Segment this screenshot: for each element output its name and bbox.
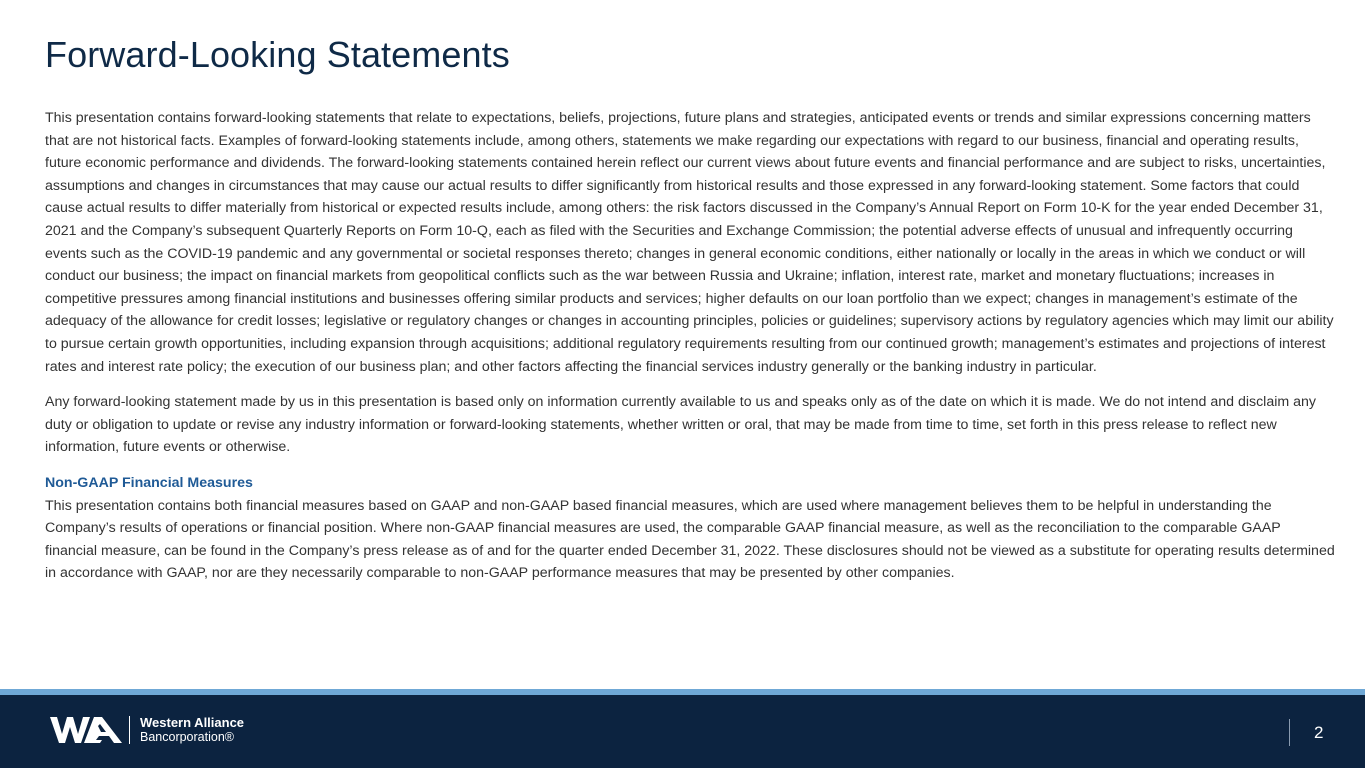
non-gaap-heading: Non-GAAP Financial Measures [45, 474, 253, 491]
logo-wordmark [140, 715, 244, 745]
page-number-divider [1289, 719, 1290, 746]
company-logo [50, 715, 244, 745]
non-gaap-paragraph: This presentation contains both financial measures based on GAAP and non-GAAP based financial measures, which are used where management believes them to be helpful in understanding the Company’s results of operations or financial position. Where non-GAAP financial measures are used, the comparable GAAP financial measure, as well as the reconciliation to the comparable GAAP financial measure, can be found in the Company’s press release as of and for the quarter ended December 31, 2022. These disclosures should not be viewed as a substitute for operating results determined in accordance with GAAP, nor are they necessarily comparable to non-GAAP performance measures that may be presented by other companies. [45, 497, 1335, 582]
page-number: 2 [1314, 723, 1324, 742]
logo-name: Western Alliance [140, 715, 245, 730]
slide-content [45, 107, 1335, 598]
western-alliance-logo-icon [50, 715, 124, 745]
logo-divider [129, 716, 130, 744]
disclaimer-paragraph: Any forward-looking statement made by us in this presentation is based only on information currently available to us and speaks only as of the date on which it is made. We do not intend and disclaim any duty or obligation to update or revise any industry information or forward-looking statements, whether written or oral, that may be made from time to time, set forth in this press release to reflect new information, future events or otherwise. [45, 394, 1317, 456]
forward-looking-paragraph: This presentation contains forward-looking statements that relate to expectations, beliefs, projections, future plans and strategies, anticipated events or trends and similar expressions concerning matters that are not historical facts. Examples of forward-looking statements include, among others, statements we make regarding our expectations with regard to our business, financial and operating results, future economic performance and dividends. The forward-looking statements contained herein reflect our current views about future events and financial performance and are subject to risks, uncertainties, assumptions and changes in circumstances that may cause our actual results to differ significantly from historical results and those expressed in any forward-looking statement. Some factors that could cause actual results to differ materially from historical or expected results include, among others: the risk factors discussed in the Company’s Annual Report on Form 10-K for the year ended December 31, 2021 and the Company’s subsequent Quarterly Reports on Form 10-Q, each as filed with the Securities and Exchange Commission; the potential adverse effects of unusual and infrequently occurring events such as the COVID-19 pandemic and any governmental or societal responses thereto; changes in general economic conditions, either nationally or locally in the areas in which we conduct or will conduct our business; the impact on financial markets from geopolitical conflicts such as the war between Russia and Ukraine; inflation, interest rate, market and monetary fluctuations; increases in competitive pressures among financial institutions and businesses offering similar products and services; higher defaults on our loan portfolio than we expect; changes in management’s estimate of the adequacy of the allowance for credit losses; legislative or regulatory changes or changes in accounting principles, policies or guidelines; supervisory actions by regulatory agencies which may limit our ability to pursue certain growth opportunities, including expansion through acquisitions; additional regulatory requirements resulting from our continued growth; management’s estimates and projections of interest rates and interest rate policy; the execution of our business plan; and other factors affecting the financial services industry generally or the banking industry in particular. [45, 110, 1334, 375]
page-title: Forward-Looking Statements [45, 34, 510, 75]
logo-subname: Bancorporation® [140, 730, 234, 744]
footer-bar [0, 695, 1365, 768]
